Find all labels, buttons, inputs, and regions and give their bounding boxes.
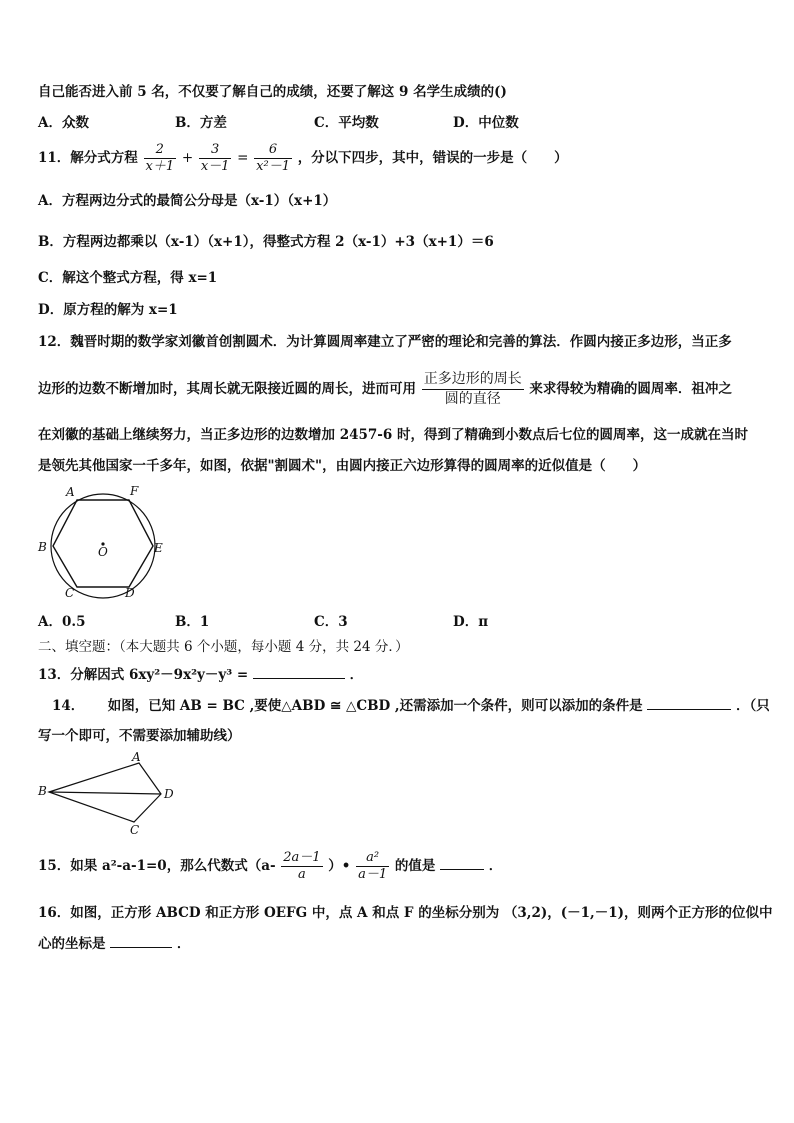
q11-option-c: C．解这个整式方程，得 x=1 (38, 270, 218, 286)
q12-line-1: 12．魏晋时期的数学家刘徽首创割圆术．为计算圆周率建立了严密的理论和完善的算法．作圆内接正多边形，当正多 (38, 334, 732, 350)
q12-option-b: B．1 (175, 614, 210, 630)
label-b: B (38, 540, 47, 554)
q13-text: 13．分解因式 6xy²－9x²y－y³ = (38, 667, 249, 683)
q12-option-d: D．π (453, 614, 489, 630)
q15-post: 的值是 (394, 858, 436, 874)
q10-stem: 自己能否进入前 5 名，不仅要了解自己的成绩，还要了解这 9 名学生成绩的() (38, 84, 507, 100)
q12-option-a: A．0.5 (38, 614, 86, 630)
q11-option-a: A．方程两边分式的最简公分母是（x-1）（x+1） (38, 193, 337, 209)
q14-answer-blank[interactable] (647, 697, 731, 710)
q11-option-b: B．方程两边都乘以（x-1）（x+1），得整式方程 2（x-1）+3（x+1）＝6 (38, 234, 494, 250)
section-heading: 二、填空题：（本大题共 6 个小题，每小题 4 分，共 24 分．） (38, 639, 409, 655)
q16-line-1: 16．如图，正方形 ABCD 和正方形 OEFG 中，点 A 和点 F 的坐标分别为 （3,2)，(－1,－1)，则两个正方形的位似中 (38, 905, 773, 921)
label-b: B (38, 784, 47, 798)
q16-text: 心的坐标是 (38, 936, 106, 952)
label-a: A (132, 750, 141, 764)
q11-prefix: 11．解分式方程 (38, 150, 138, 166)
q12-option-c: C．3 (314, 614, 348, 630)
label-d: D (125, 586, 135, 600)
q12-line-4: 是领先其他国家一千多年，如图，依据"割圆术"，由圆内接正六边形算得的圆周率的近似值是（ ） (38, 458, 647, 474)
label-d: D (164, 787, 174, 801)
q14-line-2: 写一个即可，不需要添加辅助线） (38, 728, 241, 744)
q12-line-2-pre: 边形的边数不断增加时，其周长就无限接近圆的周长，进而可用 (38, 381, 416, 397)
label-c: C (130, 823, 140, 837)
label-o: O (98, 545, 108, 559)
q14-number: 14． (52, 698, 85, 714)
diagonal-bd (49, 792, 161, 794)
kite-figure (36, 750, 186, 838)
label-c: C (65, 586, 75, 600)
q15-pre: 15．如果 a²-a-1=0，那么代数式（a- (38, 858, 276, 874)
q12-pi-fraction: $\frac{\text{正多边形的周长}}{\text{圆的直径}}$ (423, 371, 522, 407)
q10-option-a: A．众数 (38, 115, 89, 131)
q10-option-c: C．平均数 (314, 115, 379, 131)
q15-stem: 15．如果 a²-a-1=0，那么代数式（a- $\frac{2a-1}{a}$ ）• $\frac{\text{a²}}{a-1}$ 的值是 ． (38, 850, 503, 882)
q11-stem: 11．解分式方程 $\frac{2}{x+1}$ + $\frac{3}{x-1}$ = $\frac{6}{\text{x²－1}}$ ，分以下四步，其中，错误的一步是（ ） (38, 142, 568, 174)
q11-fraction-3: $\frac{6}{\text{x²－1}}$ (256, 142, 290, 174)
label-f: F (130, 484, 139, 498)
q14-text: 如图，已知 AB = BC ,要使△ABD ≅ △CBD ,还需添加一个条件，则可以添加的条件是 (107, 698, 643, 714)
q11-fraction-1: $\frac{2}{x+1}$ (145, 142, 175, 174)
q13-stem: 13．分解因式 6xy²－9x²y－y³ = ． (38, 667, 364, 683)
q16-answer-blank[interactable] (110, 935, 172, 948)
q11-option-d: D．原方程的解为 x=1 (38, 302, 178, 318)
q14-stem: 14． 如图，已知 AB = BC ,要使△ABD ≅ △CBD ,还需添加一个条件，则可以添加的条件是 ．（只 (52, 698, 770, 714)
q13-answer-blank[interactable] (253, 666, 345, 679)
q15-answer-blank[interactable] (440, 857, 484, 870)
q11-fraction-2: $\frac{3}{x-1}$ (200, 142, 230, 174)
q15-fraction-1: $\frac{2a-1}{a}$ (283, 850, 321, 882)
q12-line-3: 在刘徽的基础上继续努力，当正多边形的边数增加 2457-6 时，得到了精确到小数点后七位的圆周率，这一成就在当时 (38, 427, 748, 443)
label-a: A (66, 485, 75, 499)
hexagon-figure (36, 484, 176, 600)
q12-line-2-post: 来求得较为精确的圆周率．祖冲之 (529, 381, 732, 397)
q16-line-2: 心的坐标是 ． (38, 936, 191, 952)
q12-line-2 (38, 369, 732, 409)
label-e: E (154, 541, 163, 555)
q11-suffix: ，分以下四步，其中，错误的一步是（ ） (297, 150, 568, 166)
q10-option-b: B．方差 (175, 115, 227, 131)
q15-fraction-2: $\frac{\text{a²}}{a-1}$ (358, 850, 388, 882)
q10-option-d: D．中位数 (453, 115, 519, 131)
